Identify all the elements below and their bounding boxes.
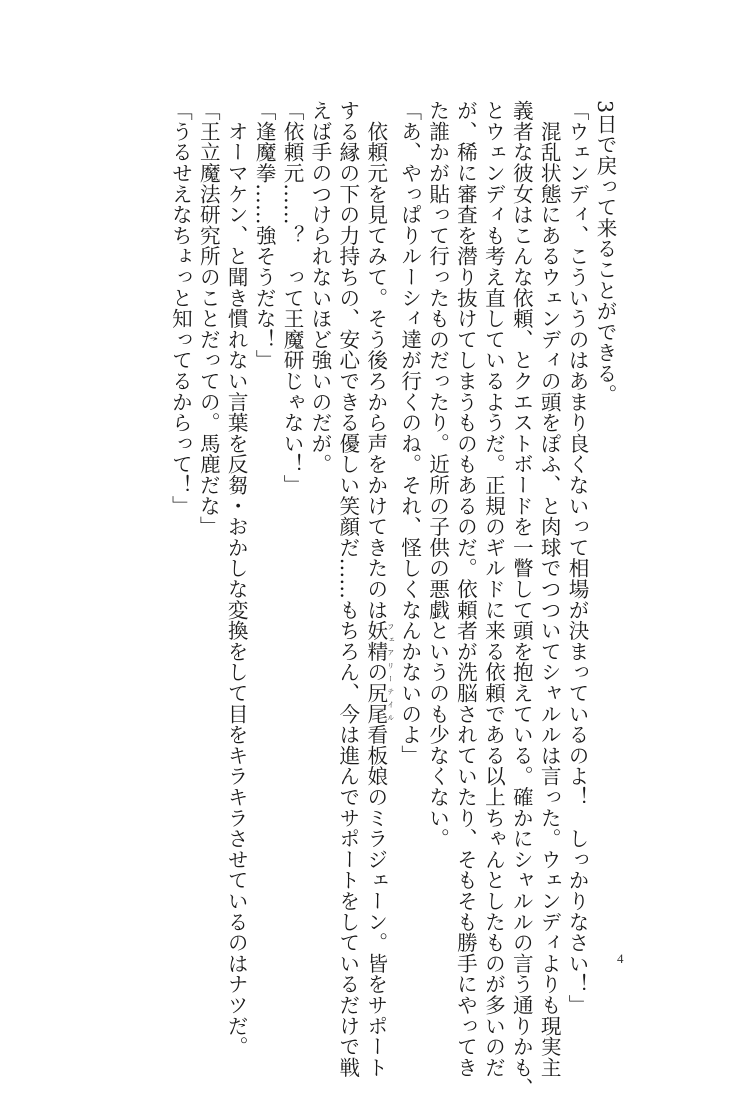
ruby-reading: フェアリーテイル	[386, 620, 395, 724]
text-column-13: 「逢魔拳……強そうだな！」	[252, 100, 277, 371]
text-column-12: 「依頼元……？ って王魔研じゃない！」	[280, 100, 305, 496]
text-column-14: オーマケン、と聞き慣れない言葉を反芻・おかしな変換をして目をキラキラさせているのはナツだ。	[224, 100, 249, 1057]
text-column-16: 「うるせえなちょっと知ってるからって！」	[168, 100, 193, 516]
text-column-2: 「ウェンディ、こういうのはあまり良くないって相場が決まっているのよ！ しっかりなさい！」	[565, 100, 590, 1016]
text-column-3: 混乱状態にあるウェンディの頭をぽふ、と肉球でつついてシャルルは言った。ウェンディよりも現実主	[537, 100, 562, 1078]
text-column-9: 依頼元を見てみて。そう後ろから声をかけてきたのは妖精の尻尾 フェアリーテイル看板娘のミラジェーン。皆をサポート	[363, 100, 395, 1078]
text-column-5: とウェンディも考え直しているようだ。正規のギルドに来る依頼である以上ちゃんとしたものが多いのだ	[481, 100, 506, 1078]
text-column-6: が、稀に審査を潜り抜けてしまうものもあるのだ。依頼者が洗脳されていたり、そもそも勝手にやってき	[453, 100, 478, 1078]
text-column-7: た誰かが貼って行ったものだったり。近所の子供の悪戯というのも少なくない。	[425, 100, 450, 849]
text-column-4: 義者な彼女はこんな依頼、とクエストボードを一瞥して頭を抱えている。確かにシャルルの言う通りかも、	[509, 100, 534, 1098]
text-column-15: 「王立魔法研究所のことだっての。馬鹿だな」	[196, 100, 221, 537]
text-column-8: 「あ、やっぱりルーシィ達が行くのね。それ、怪しくなんかないのよ」	[397, 100, 422, 766]
text-column-10: する縁の下の力持ちの、安心できる優しい笑顔だ……もちろん、今は進んでサポートをしているだけで戦	[335, 100, 360, 1078]
ruby-annotation: 妖精の尻尾 フェアリーテイル	[363, 620, 395, 724]
text-column-1: 3日で戻って来ることができる。	[593, 100, 617, 405]
page-number: 4	[617, 951, 624, 966]
text-column-11: えば手のつけられないほど強いのだが。	[307, 100, 332, 475]
body-text	[166, 100, 619, 1098]
